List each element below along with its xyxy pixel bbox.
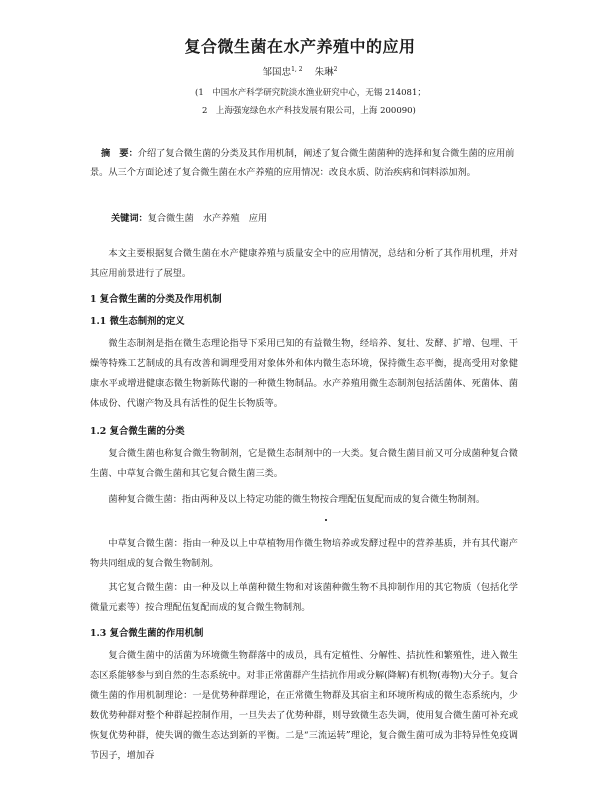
subsection-1-3-heading: 1.3 复合微生菌的作用机制 xyxy=(90,628,204,639)
subsection-1-1-body xyxy=(90,334,518,414)
paragraph: 菌种复合微生菌：指由两种及以上特定功能的微生物按合理配伍复配而成的复合微生物制剂。 xyxy=(108,494,486,505)
abstract-text: 介绍了复合微生菌的分类及其作用机制，阐述了复合微生菌菌种的选择和复合微生菌的应用前景。从三个方面论述了复合微生菌在水产养殖的应用情况：改良水质、防治疾病和饲料添加剂。 xyxy=(90,148,515,178)
keywords-text: 复合微生菌 水产养殖 应用 xyxy=(147,213,268,224)
author-name: 邹国忠 xyxy=(262,67,292,78)
affiliation: 2 上海强宠绿色水产科技发展有限公司，上海 200090) xyxy=(202,106,416,116)
subsection-1-1-heading: 1.1 微生态制剂的定义 xyxy=(90,316,185,327)
subsection-1-2-body xyxy=(90,444,518,484)
paragraph: 中草复合微生菌：指由一种及以上中草植物用作微生物培养或发酵过程中的营养基质，并有其代谢产物共同组成的复合微生物制剂。 xyxy=(90,538,518,569)
subsection-1-2-body xyxy=(90,534,518,574)
paragraph: 复合微生菌中的活菌为环境微生物群落中的成员，具有定植性、分解性、拮抗性和繁殖性，进入微生态区系能够参与到自然的生态系统中。对非正常菌群产生拮抗作用或分解(降解)有机物(毒物)大分子。复合微生菌的作用机制理论：一是优势种群理论，在正常微生物群及其宿主和环境所构成的微生态系统内，少数优势种群对整个种群起控制作用，一旦失去了优势种群，则导致微生态失调，使用复合微生菌可补充或恢复优势种群，使失调的微生态达到新的平衡。二是“三流运转”理论，复合微生菌可成为非特异性免疫调节因子，增加吞 xyxy=(90,650,518,761)
subsection-heading xyxy=(90,422,518,442)
subsection-1-2-body xyxy=(90,490,518,510)
paragraph: 其它复合微生菌：由一种及以上单菌种微生物和对该菌种微生物不具抑制作用的其它物质（包括化学微量元素等）按合理配伍复配而成的复合微生物制剂。 xyxy=(90,582,518,613)
section-heading xyxy=(90,290,518,310)
subsection-1-2-heading: 1.2 复合微生菌的分类 xyxy=(90,426,185,437)
keywords xyxy=(111,210,267,224)
paper-title: 复合微生菌在水产养殖中的应用 xyxy=(184,37,416,56)
intro-block xyxy=(90,244,518,284)
paragraph: 复合微生菌也称复合微生物制剂，它是微生态制剂中的一大类。复合微生菌目前又可分成菌种复合微生菌、中草复合微生菌和其它复合微生菌三类。 xyxy=(90,448,518,479)
author-affiliation-mark: 1, 2 xyxy=(291,65,303,73)
scan-speck xyxy=(325,519,327,521)
affiliation: (1 中国水产科学研究院淡水渔业研究中心，无锡 214081； xyxy=(195,88,426,98)
paragraph: 微生态制剂是指在微生态理论指导下采用已知的有益微生物，经培养、复壮、发酵、扩增、包埋、干燥等特殊工艺制成的具有改善和调理受用对象体外和体内微生态环境，保持微生态平衡，提高受用对象健康水平或增进健康态微生物新陈代谢的一种微生物制品。水产养殖用微生态制剂包括活菌体、死菌体、菌体成份、代谢产物及具有活性的促生长物质等。 xyxy=(90,338,518,409)
subsection-heading xyxy=(90,624,518,644)
section-1-heading: 1 复合微生菌的分类及作用机制 xyxy=(90,294,222,305)
subsection-heading xyxy=(90,312,518,332)
subsection-1-3-body xyxy=(90,646,518,766)
subsection-1-2-body xyxy=(90,578,518,618)
abstract-label: 摘 要： xyxy=(101,148,138,159)
author-line xyxy=(0,64,600,78)
author-name: 朱琳 xyxy=(314,67,334,78)
author-affiliation-mark: 2 xyxy=(333,65,338,73)
abstract xyxy=(90,144,515,182)
keywords-label: 关键词： xyxy=(111,213,148,224)
intro-paragraph: 本文主要根据复合微生菌在水产健康养殖与质量安全中的应用情况，总结和分析了其作用机理，并对其应用前景进行了展望。 xyxy=(90,248,518,279)
